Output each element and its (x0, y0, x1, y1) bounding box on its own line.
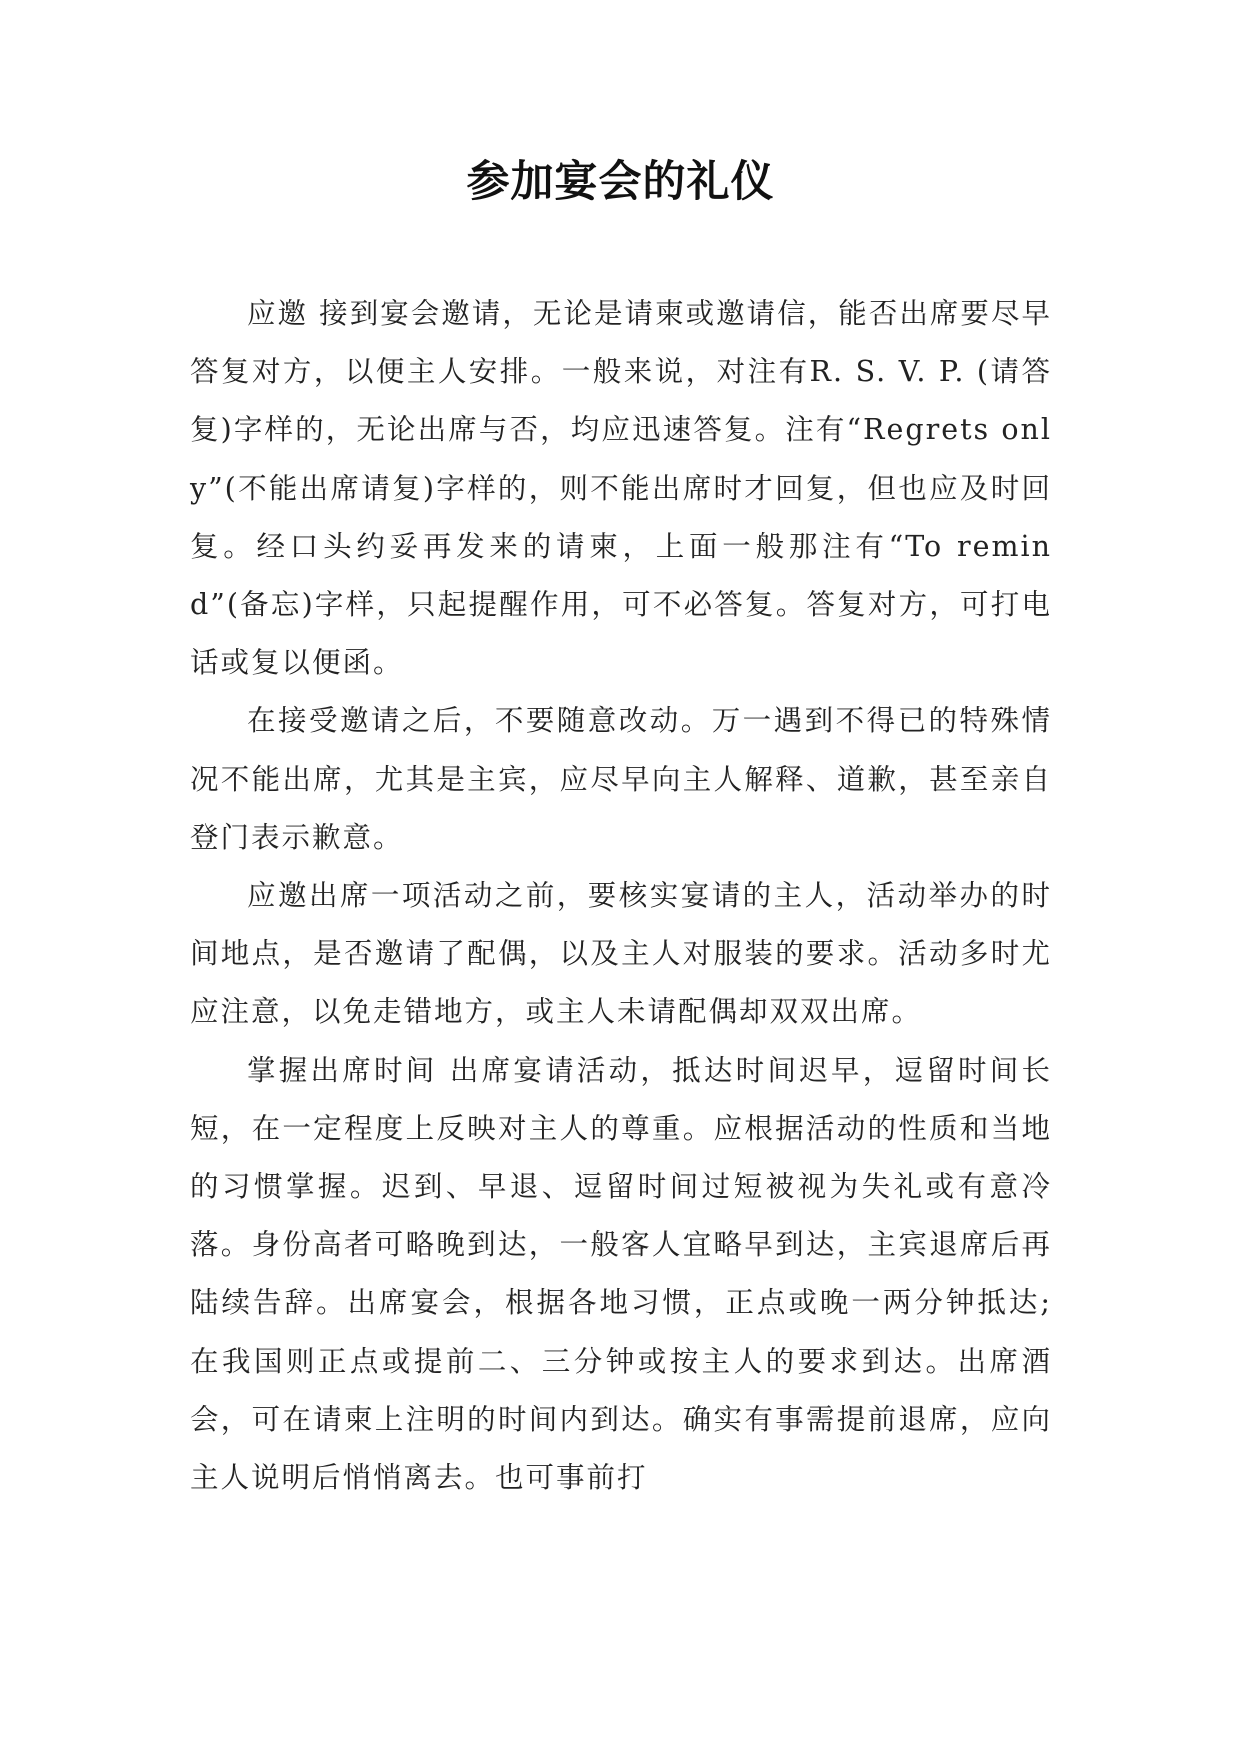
document-title: 参加宴会的礼仪 (466, 157, 775, 207)
document-body (190, 285, 1052, 1507)
paragraph-invitation-reply: 应邀 接到宴会邀请，无论是请柬或邀请信，能否出席要尽早答复对方，以便主人安排。一般来说，对注有R. S. V. P. (请答复)字样的，无论出席与否，均应迅速答复。注有“Regrets only”(不能出席请复)字样的，则不能出席时才回复，但也应及时回复。经口头约妥再发来的请柬，上面一般那注有“To remind”(备忘)字样，只起提醒作用，可不必答复。答复对方，可打电话或复以便函。 (190, 297, 1052, 680)
paragraph-arrival-time: 掌握出席时间 出席宴请活动，抵达时间迟早，逗留时间长短，在一定程度上反映对主人的尊重。应根据活动的性质和当地的习惯掌握。迟到、早退、逗留时间过短被视为失礼或有意冷落。身份高者可略晚到达，一般客人宜略早到达，主宾退席后再陆续告辞。出席宴会，根据各地习惯，正点或晚一两分钟抵达;在我国则正点或提前二、三分钟或按主人的要求到达。出席酒会，可在请柬上注明的时间内到达。确实有事需提前退席，应向主人说明后悄悄离去。也可事前打 (190, 1053, 1052, 1495)
paragraph-verify-details: 应邀出席一项活动之前，要核实宴请的主人，活动举办的时间地点，是否邀请了配偶，以及主人对服装的要求。活动多时尤应注意，以免走错地方，或主人未请配偶却双双出席。 (190, 879, 1052, 1029)
paragraph-no-changes: 在接受邀请之后，不要随意改动。万一遇到不得已的特殊情况不能出席，尤其是主宾，应尽早向主人解释、道歉，甚至亲自登门表示歉意。 (190, 704, 1052, 854)
